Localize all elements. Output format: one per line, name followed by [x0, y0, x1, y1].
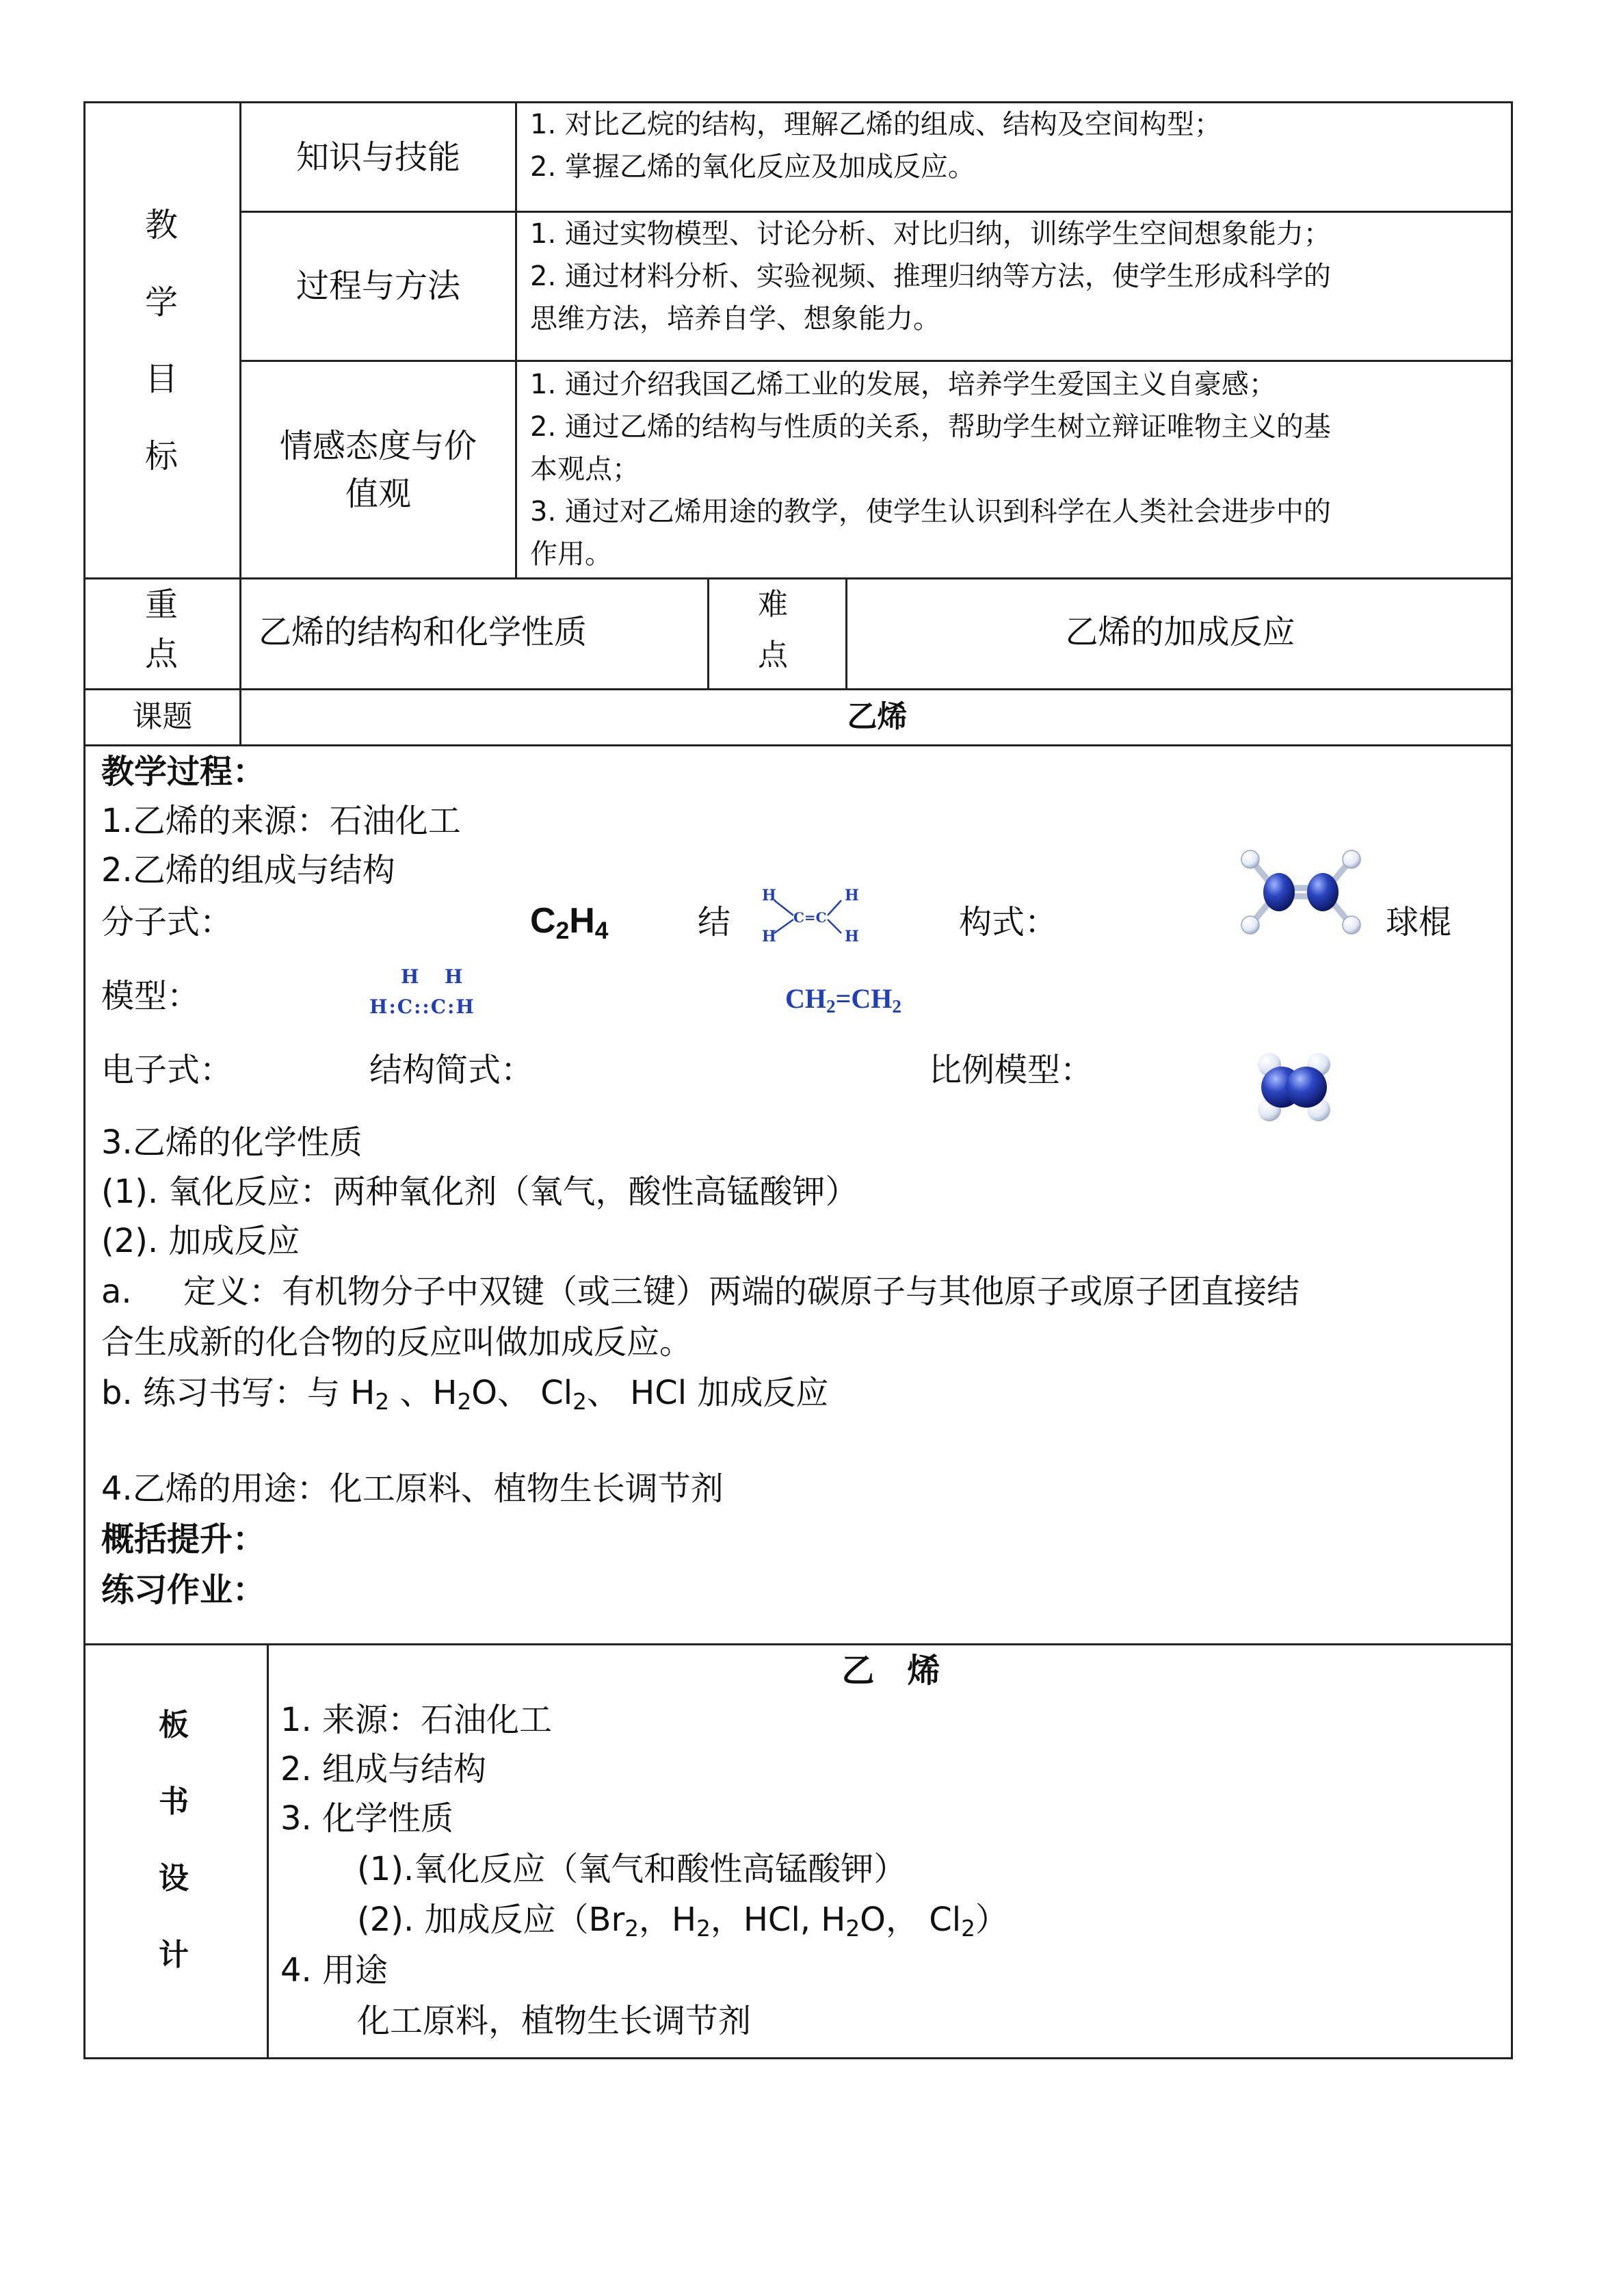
- divider: [83, 1643, 1513, 1645]
- board-line: (2). 加成反应（$Br_2$，$H_2$，HCl, $H_2O$， $Cl_2$）: [357, 1901, 1008, 1942]
- divider: [515, 101, 517, 579]
- objective-category: 情感态度与价: [279, 427, 477, 465]
- board-line: 化工原料，植物生长调节剂: [357, 2002, 752, 2040]
- struct-atom-h: H: [845, 928, 859, 945]
- board-label-char: 设: [159, 1861, 189, 1896]
- objective-item: 2. 通过乙烯的结构与性质的关系，帮助学生树立辩证唯物主义的基: [530, 411, 1331, 443]
- homework-heading: 练习作业：: [101, 1571, 266, 1609]
- formula-label: 分子式：: [101, 903, 233, 941]
- struct-atom-h: H: [845, 887, 859, 904]
- practice-line: b. 练习书写：与 $H_2$ 、$H_2O$、 $Cl_2$、 HCl 加成反应: [101, 1374, 829, 1416]
- divider: [83, 688, 1513, 690]
- difficulty-label-char: 点: [758, 638, 788, 673]
- electron-formula-top-h: H: [401, 965, 419, 988]
- board-label-char: 书: [159, 1784, 189, 1819]
- struct-atom-h: H: [762, 887, 776, 904]
- simplified-formula: $CH_2=CH_2$: [785, 983, 901, 1017]
- use-line: 4.乙烯的用途：化工原料、植物生长调节剂: [101, 1470, 724, 1508]
- divider: [267, 1643, 269, 2059]
- objective-item: 思维方法，培养自学、想象能力。: [530, 303, 940, 335]
- objective-category: 知识与技能: [295, 138, 460, 177]
- molecular-formula: $C_2H_4$: [530, 901, 609, 944]
- objectives-label-char: 学: [145, 283, 179, 322]
- key-points-value: 乙烯的结构和化学性质: [259, 613, 588, 651]
- divider: [83, 577, 1513, 579]
- definition-line: 合生成新的化合物的反应叫做加成反应。: [101, 1323, 693, 1361]
- board-label-char: 计: [159, 1938, 189, 1972]
- objective-item: 2. 通过材料分析、实验视频、推理归纳等方法，使学生形成科学的: [530, 261, 1331, 292]
- divider: [83, 744, 1513, 746]
- chem-heading: 3.乙烯的化学性质: [101, 1123, 363, 1162]
- board-title: 乙 烯: [841, 1652, 940, 1690]
- board-label-char: 板: [159, 1708, 189, 1743]
- board-line: 2. 组成与结构: [280, 1750, 487, 1788]
- oxidation-line: (1). 氧化反应：两种氧化剂（氧气，酸性高锰酸钾）: [101, 1173, 858, 1211]
- topic-value: 乙烯: [847, 699, 908, 734]
- process-source: 1.乙烯的来源：石油化工: [101, 802, 461, 840]
- ballstick-label-part: 球棍: [1386, 903, 1452, 941]
- objectives-label-char: 教: [145, 206, 179, 244]
- definition-line: 定义：有机物分子中双键（或三键）两端的碳原子与其他原子或原子团直接结: [183, 1273, 1300, 1311]
- objective-item: 2. 掌握乙烯的氧化反应及加成反应。: [530, 151, 975, 183]
- process-heading: 教学过程：: [101, 753, 266, 791]
- process-structure-heading: 2.乙烯的组成与结构: [101, 851, 395, 889]
- electron-label: 电子式：: [101, 1051, 233, 1089]
- ball-stick-model: [1233, 833, 1369, 950]
- divider: [707, 577, 709, 690]
- ballstick-label-part: 模型：: [101, 977, 200, 1015]
- addition-line: (2). 加成反应: [101, 1222, 300, 1260]
- simple-formula-label: 结构简式：: [369, 1051, 534, 1089]
- structural-label-part: 构式：: [959, 903, 1058, 941]
- objective-category: 过程与方法: [295, 267, 460, 305]
- board-line: 3. 化学性质: [280, 1799, 454, 1838]
- objective-category: 值观: [345, 475, 411, 513]
- summary-heading: 概括提升：: [101, 1520, 266, 1558]
- objective-item: 1. 对比乙烷的结构，理解乙烯的组成、结构及空间构型；: [530, 109, 1222, 140]
- objective-item: 1. 通过介绍我国乙烯工业的发展，培养学生爱国主义自豪感；: [530, 369, 1276, 400]
- difficulty-label-char: 难: [758, 587, 788, 622]
- electron-formula: H:C::C:H: [369, 995, 475, 1018]
- struct-atom-h: H: [762, 928, 776, 945]
- structural-formula: [759, 884, 869, 952]
- space-filling-model: [1253, 1047, 1335, 1129]
- objectives-label-char: 目: [145, 360, 179, 398]
- board-line: (1).氧化反应（氧气和酸性高锰酸钾）: [357, 1850, 907, 1888]
- key-points-label-char: 重: [145, 586, 179, 624]
- board-line: 4. 用途: [280, 1951, 388, 1990]
- objective-item: 本观点；: [530, 454, 640, 485]
- difficulty-value: 乙烯的加成反应: [1065, 613, 1295, 651]
- topic-label: 课题: [132, 699, 193, 734]
- board-line: 1. 来源：石油化工: [280, 1701, 553, 1739]
- definition-label: a.: [101, 1273, 132, 1311]
- ratio-model-label: 比例模型：: [929, 1051, 1094, 1089]
- objective-item: 作用。: [530, 538, 612, 570]
- structural-label-part: 结: [698, 903, 731, 941]
- struct-c-eq-c: C=C: [793, 909, 827, 926]
- key-points-label-char: 点: [145, 635, 179, 673]
- divider: [239, 360, 1513, 362]
- objective-item: 1. 通过实物模型、讨论分析、对比归纳，训练学生空间想象能力；: [530, 218, 1331, 250]
- divider: [239, 211, 1513, 213]
- objective-item: 3. 通过对乙烯用途的教学，使学生认识到科学在人类社会进步中的: [530, 496, 1331, 527]
- objectives-label-char: 标: [145, 437, 179, 475]
- electron-formula-top-h: H: [445, 965, 463, 988]
